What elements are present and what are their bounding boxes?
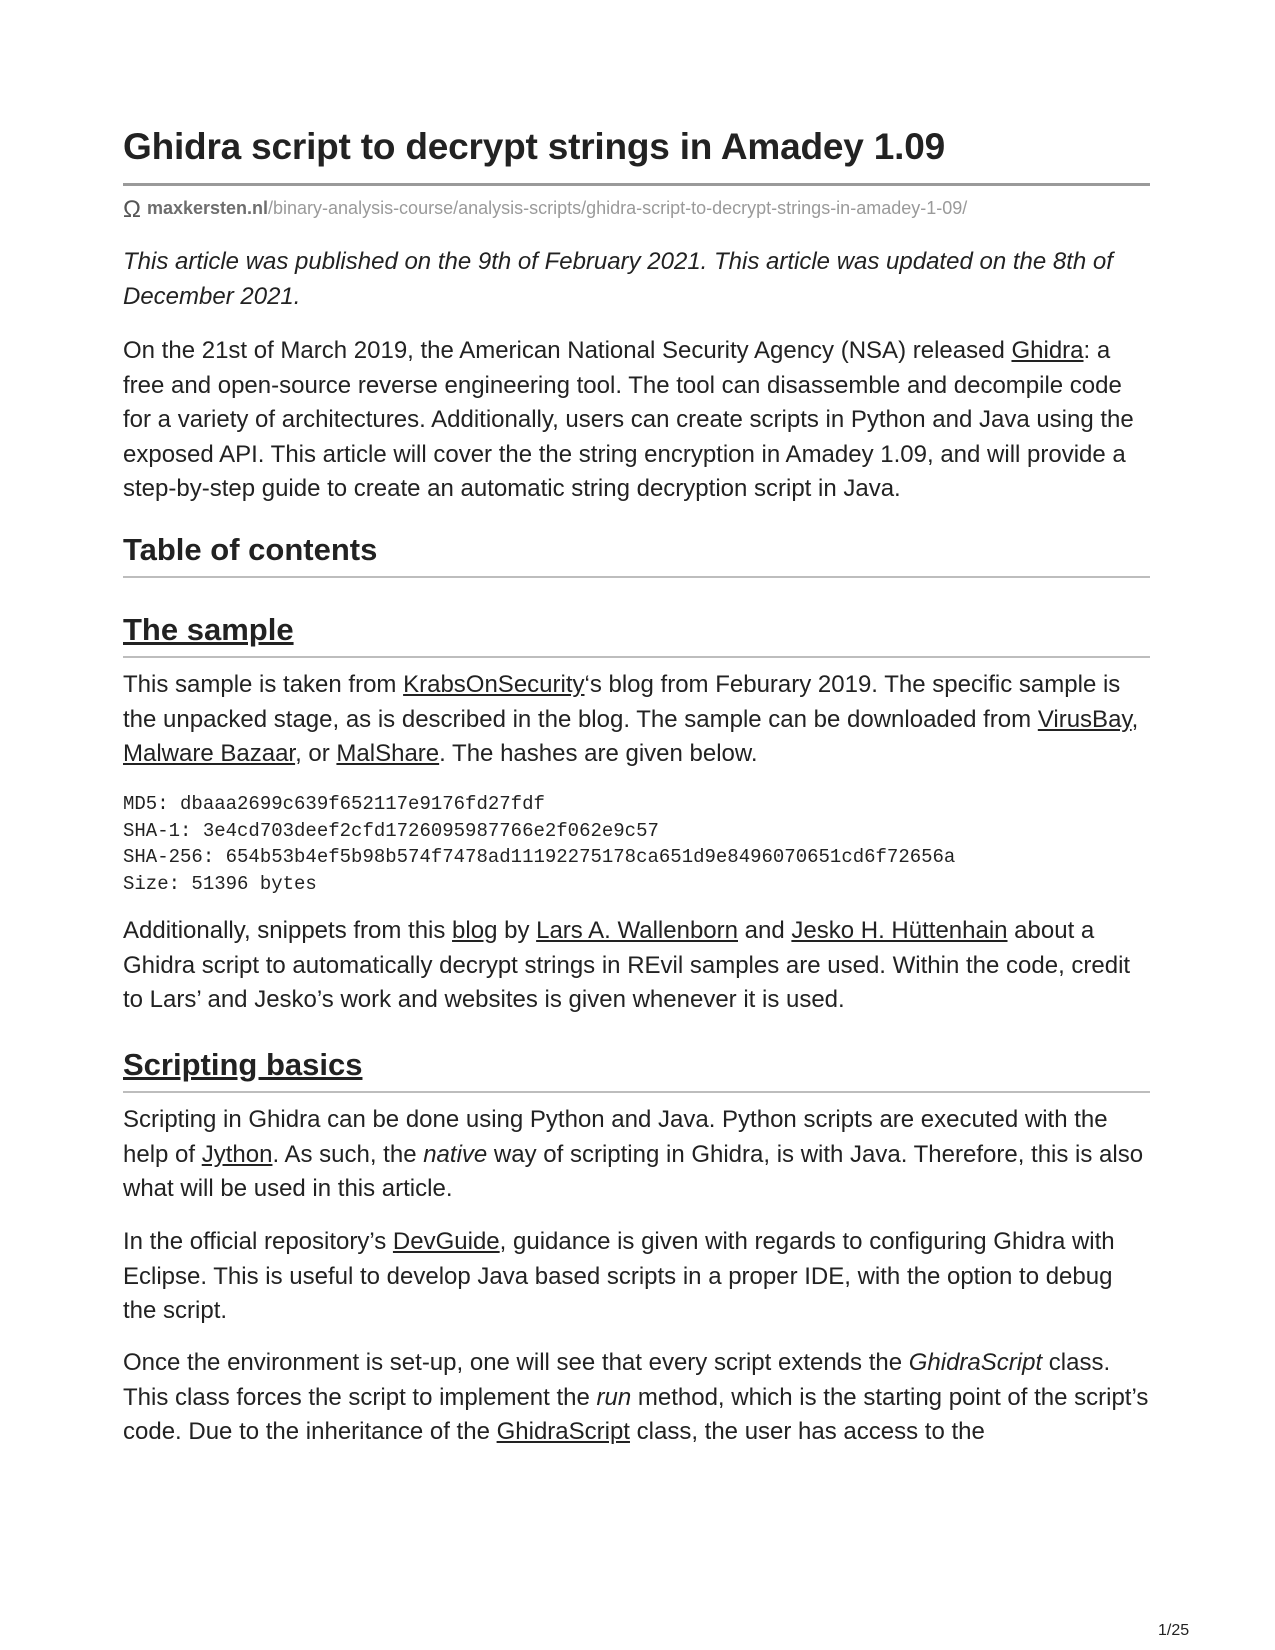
krabsonsecurity-link[interactable]: KrabsOnSecurity — [403, 671, 585, 698]
sample-paragraph: This sample is taken from KrabsOnSecurity‘s blog from Feburary 2019. The specific sample is the unpacked stage, as is described in the blog. The sample can be downloaded from VirusBay, Malware Bazaar, or MalShare. The hashes are given below. — [123, 671, 1139, 767]
scripting-paragraph-1: Scripting in Ghidra can be done using Python and Java. Python scripts are executed with the help of Jython. As such, the native way of scripting in Ghidra, is with Java. Therefore, this is also what will be used in this article. — [123, 1106, 1144, 1202]
blog-link[interactable]: blog — [452, 917, 498, 944]
toc-heading: Table of contents — [123, 532, 378, 567]
devguide-link[interactable]: DevGuide — [392, 1228, 500, 1255]
publication-note: This article was published on the 9th of February 2021. This article was updated on the 8th of December 2021. — [123, 248, 1113, 310]
source-url — [123, 196, 967, 224]
ghidrascript-link[interactable]: GhidraScript — [496, 1418, 630, 1445]
source-path: /binary-analysis-course/analysis-scripts/ghidra-script-to-decrypt-strings-in-amadey-1-09/ — [268, 198, 968, 218]
scripting-divider — [123, 1091, 1150, 1093]
toc-divider — [123, 576, 1150, 578]
lars-wallenborn-link[interactable]: Lars A. Wallenborn — [536, 917, 738, 944]
scripting-heading[interactable]: Scripting basics — [123, 1047, 363, 1082]
page-title: Ghidra script to decrypt strings in Amadey 1.09 — [123, 126, 945, 167]
title-divider — [123, 183, 1150, 186]
malware-bazaar-link[interactable]: Malware Bazaar — [123, 740, 296, 767]
ghidra-link[interactable]: Ghidra — [1011, 337, 1084, 364]
sample-divider — [123, 656, 1150, 658]
site-logo-icon: Ω — [123, 196, 141, 223]
scripting-paragraph-3: Once the environment is set-up, one will see that every script extends the GhidraScript class. This class forces the script to implement the run method, which is the starting point of the script’s code. Due to the inheritance of the GhidraScript class, the user has access to the — [123, 1349, 1149, 1445]
source-domain: maxkersten.nl — [146, 198, 269, 218]
intro-paragraph: On the 21st of March 2019, the American National Security Agency (NSA) released Ghidra: a free and open-source reverse engineering tool. The tool can disassemble and decompile code for a variety of architectures. Additionally, users can create scripts in Python and Java using the exposed API. This article will cover the the string encryption in Amadey 1.09, and will provide a step-by-step guide to create an automatic string decryption script in Java. — [123, 337, 1134, 502]
virusbay-link[interactable]: VirusBay — [1037, 705, 1132, 733]
malshare-link[interactable]: MalShare — [336, 740, 440, 767]
sample-heading[interactable]: The sample — [123, 612, 294, 647]
jesko-huettenhain-link[interactable]: Jesko H. Hüttenhain — [791, 917, 1008, 944]
credits-paragraph: Additionally, snippets from this blog by Lars A. Wallenborn and Jesko H. Hüttenhain about a Ghidra script to automatically decrypt strings in REvil samples are used. Within the code, credit to Lars’ and Jesko’s work and websites is given whenever it is used. — [123, 917, 1131, 1013]
scripting-paragraph-2: In the official repository’s DevGuide, guidance is given with regards to configuring Ghidra with Eclipse. This is useful to develop Java based scripts in a proper IDE, with the option to debug the script. — [123, 1228, 1115, 1324]
jython-link[interactable]: Jython — [201, 1140, 273, 1168]
page-number: 1/25 — [1158, 1622, 1190, 1639]
hashes-code-block: MD5: dbaaa2699c639f652117e9176fd27fdf SHA-1: 3e4cd703deef2cfd1726095987766e2f062e9c57 SHA-256: 654b53b4ef5b98b574f7478ad11192275178ca651d9e8496070651cd6f72656a Size: 51396 bytes — [123, 793, 956, 895]
